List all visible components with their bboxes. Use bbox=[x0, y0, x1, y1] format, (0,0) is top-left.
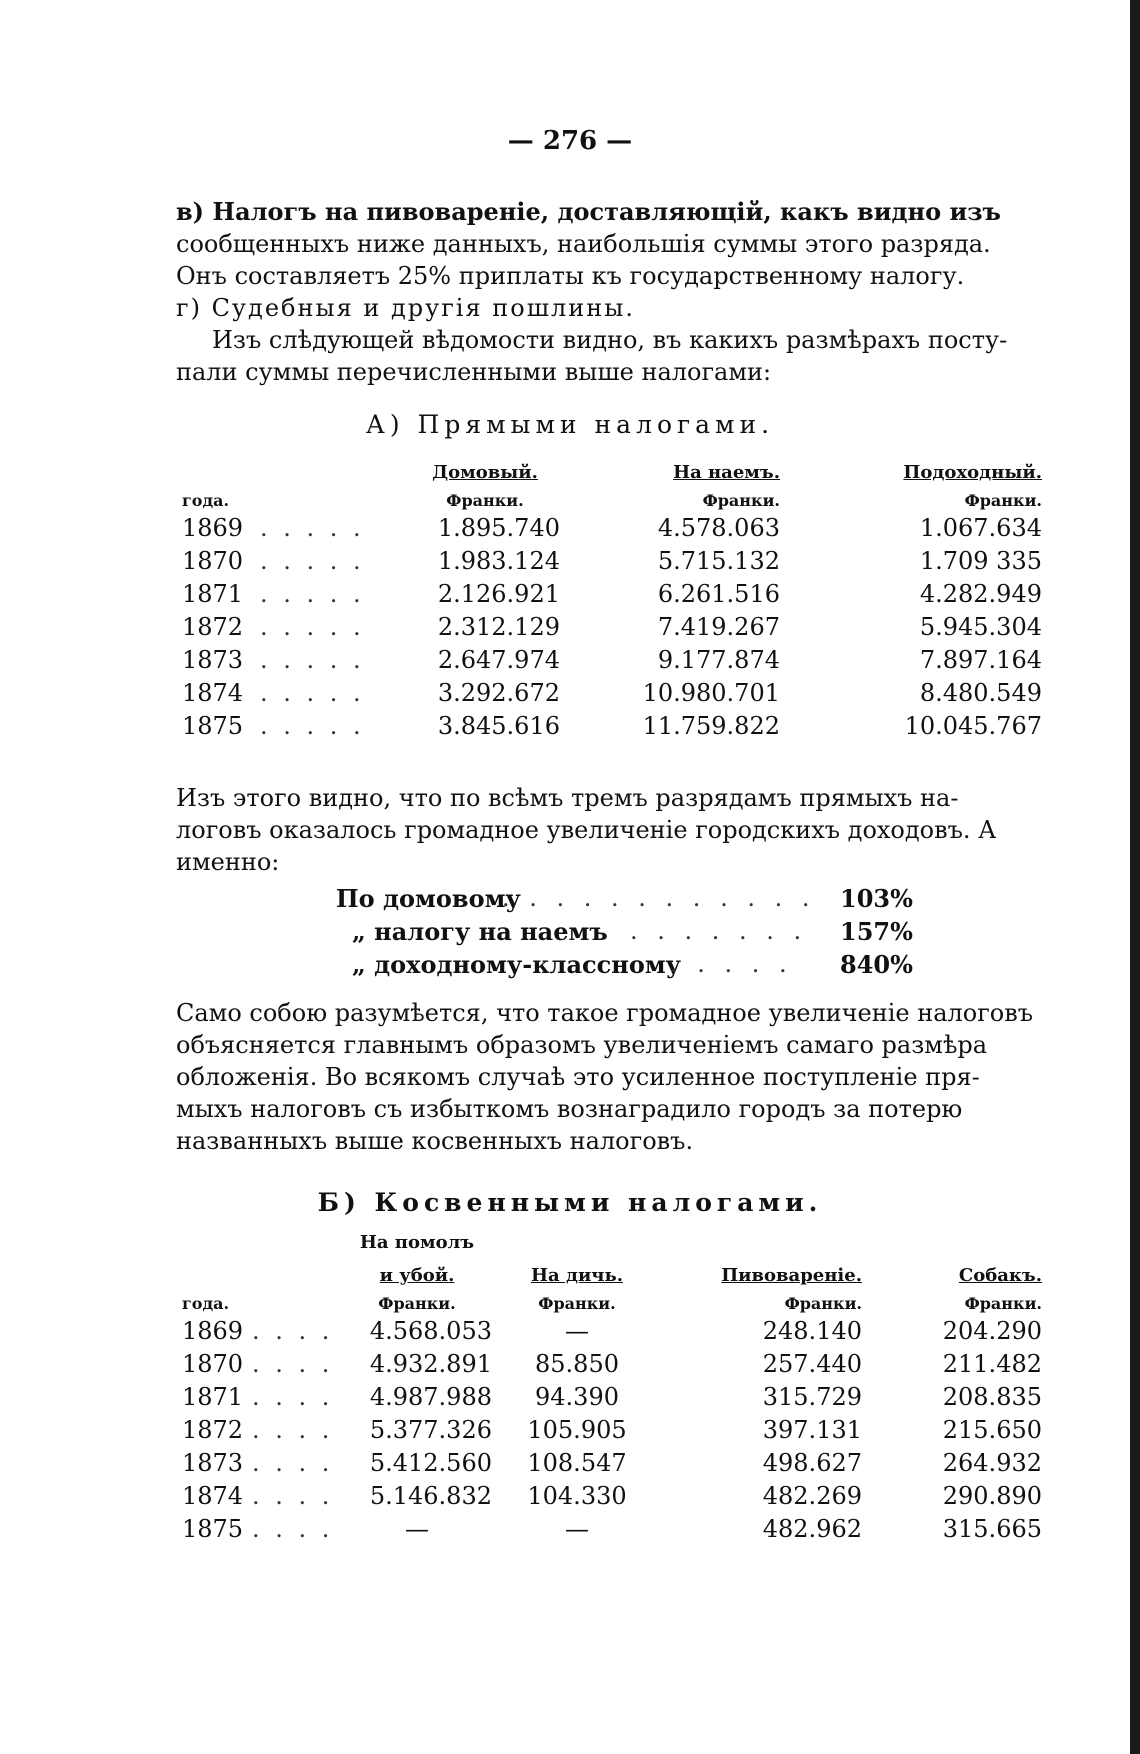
explanation-line: объясняется главнымъ образомъ увеличеніемъ самаго размѣра bbox=[176, 1031, 988, 1059]
value-cell: 3.845.616 bbox=[437, 711, 560, 740]
value-cell: — bbox=[565, 1514, 589, 1543]
table-row bbox=[182, 511, 1042, 544]
value-cell: 1.067.634 bbox=[919, 513, 1042, 542]
table-row bbox=[182, 577, 1042, 610]
value-cell: 397.131 bbox=[762, 1415, 862, 1444]
value-cell: 7.419.267 bbox=[657, 612, 780, 641]
value-cell: 6.261.516 bbox=[657, 579, 780, 608]
list-item bbox=[330, 915, 1070, 948]
value-cell: 5.715.132 bbox=[657, 546, 780, 575]
table-row bbox=[182, 1446, 1042, 1479]
intro-line: г) Судебныя и другія пошлины. bbox=[176, 294, 635, 322]
value-cell: 5.146.832 bbox=[369, 1481, 492, 1510]
year-column-header: года. bbox=[182, 1293, 230, 1313]
leader-dots: . . . . bbox=[252, 1481, 334, 1510]
year-cell: 1872 bbox=[182, 1415, 244, 1444]
value-cell: 248.140 bbox=[762, 1316, 862, 1345]
table-row bbox=[182, 709, 1042, 742]
unit-label: Франки. bbox=[446, 490, 524, 510]
page-edge bbox=[1130, 0, 1140, 1754]
year-cell: 1872 bbox=[182, 612, 244, 641]
column-header: Собакъ. bbox=[958, 1265, 1042, 1286]
value-cell: 498.627 bbox=[762, 1448, 862, 1477]
column-header: и убой. bbox=[379, 1265, 455, 1286]
unit-label: Франки. bbox=[538, 1293, 616, 1313]
percentage-label: По домовому bbox=[336, 884, 521, 913]
year-cell: 1874 bbox=[182, 678, 244, 707]
leader-dots: . . . . . bbox=[260, 678, 365, 707]
intro-line: в) Налогъ на пивовареніе, доставляющій, какъ видно изъ bbox=[176, 197, 1001, 226]
percentage-value: 840% bbox=[840, 950, 913, 979]
value-cell: 7.897.164 bbox=[919, 645, 1042, 674]
value-cell: 105.905 bbox=[527, 1415, 627, 1444]
leader-dots: . . . . bbox=[252, 1514, 334, 1543]
value-cell: 104.330 bbox=[527, 1481, 627, 1510]
list-item bbox=[330, 948, 1070, 981]
leader-dots: . . . . . bbox=[260, 711, 365, 740]
value-cell: 2.126.921 bbox=[437, 579, 560, 608]
leader-dots: . . . . bbox=[252, 1316, 334, 1345]
percentage-value: 157% bbox=[840, 917, 913, 946]
value-cell: — bbox=[565, 1316, 589, 1345]
value-cell: 264.932 bbox=[942, 1448, 1042, 1477]
value-cell: 108.547 bbox=[527, 1448, 627, 1477]
table-row bbox=[182, 1380, 1042, 1413]
value-cell: 1.709 335 bbox=[919, 546, 1042, 575]
table-row bbox=[182, 676, 1042, 709]
intro-line: пали суммы перечисленными выше налогами: bbox=[176, 358, 772, 386]
value-cell: 85.850 bbox=[535, 1349, 619, 1378]
leader-dots: . . . . . bbox=[260, 645, 365, 674]
explanation-line: мыхъ налоговъ съ избыткомъ вознаградило городъ за потерю bbox=[176, 1095, 963, 1123]
year-column-header: года. bbox=[182, 490, 230, 510]
value-cell: 290.890 bbox=[942, 1481, 1042, 1510]
value-cell: 4.578.063 bbox=[657, 513, 780, 542]
column-header: На дичь. bbox=[531, 1265, 623, 1286]
value-cell: 94.390 bbox=[535, 1382, 619, 1411]
column-header: На наемъ. bbox=[673, 462, 780, 483]
section-b-heading: Б) Косвенными налогами. bbox=[317, 1188, 823, 1217]
explanation-paragraph bbox=[176, 997, 1054, 1157]
year-cell: 1873 bbox=[182, 645, 244, 674]
value-cell: 8.480.549 bbox=[919, 678, 1042, 707]
value-cell: — bbox=[405, 1514, 429, 1543]
year-cell: 1873 bbox=[182, 1448, 244, 1477]
value-cell: 482.962 bbox=[762, 1514, 862, 1543]
value-cell: 315.729 bbox=[762, 1382, 862, 1411]
value-cell: 4.987.988 bbox=[369, 1382, 492, 1411]
column-header-line: На помолъ bbox=[359, 1232, 475, 1253]
value-cell: 9.177.874 bbox=[657, 645, 780, 674]
list-item bbox=[330, 882, 1070, 915]
unit-label: Франки. bbox=[784, 1293, 862, 1313]
explanation-line: названныхъ выше косвенныхъ налоговъ. bbox=[176, 1127, 694, 1155]
year-cell: 1875 bbox=[182, 1514, 244, 1543]
table-row bbox=[182, 1479, 1042, 1512]
value-cell: 257.440 bbox=[762, 1349, 862, 1378]
year-cell: 1871 bbox=[182, 579, 244, 608]
percentage-list bbox=[330, 882, 1070, 981]
leader-dots: . . . . . . . bbox=[630, 917, 808, 945]
year-cell: 1870 bbox=[182, 1349, 244, 1378]
value-cell: 4.282.949 bbox=[919, 579, 1042, 608]
value-cell: 11.759.822 bbox=[642, 711, 780, 740]
table-row bbox=[182, 1347, 1042, 1380]
value-cell: 315.665 bbox=[942, 1514, 1042, 1543]
leader-dots: . . . . . bbox=[260, 579, 365, 608]
value-cell: 10.980.701 bbox=[642, 678, 780, 707]
value-cell: 1.895.740 bbox=[437, 513, 560, 542]
year-cell: 1875 bbox=[182, 711, 244, 740]
table-row bbox=[182, 1512, 1042, 1545]
table-row bbox=[182, 544, 1042, 577]
unit-label: Франки. bbox=[964, 1293, 1042, 1313]
value-cell: 482.269 bbox=[762, 1481, 862, 1510]
year-cell: 1869 bbox=[182, 513, 244, 542]
conclusion-line: логовъ оказалось громадное увеличеніе городскихъ доходовъ. А bbox=[176, 816, 997, 844]
leader-dots: . . . . . bbox=[260, 513, 365, 542]
table-row bbox=[182, 1314, 1042, 1347]
value-cell: 2.647.974 bbox=[437, 645, 560, 674]
value-cell: 215.650 bbox=[942, 1415, 1042, 1444]
leader-dots: . . . . bbox=[252, 1349, 334, 1378]
section-a-heading: А) Прямыми налогами. bbox=[365, 410, 775, 439]
unit-label: Франки. bbox=[378, 1293, 456, 1313]
column-header: Домовый. bbox=[432, 462, 538, 483]
column-header: Пивовареніе. bbox=[721, 1265, 862, 1286]
table-row bbox=[182, 643, 1042, 676]
unit-label: Франки. bbox=[702, 490, 780, 510]
year-cell: 1871 bbox=[182, 1382, 244, 1411]
page-number: — 276 — bbox=[507, 126, 633, 156]
intro-line: Онъ составляетъ 25% приплаты къ государственному налогу. bbox=[176, 262, 965, 290]
indirect-taxes-table bbox=[182, 1226, 1042, 1545]
percentage-label: „ доходному-классному bbox=[352, 950, 682, 979]
percentage-value: 103% bbox=[840, 884, 913, 913]
explanation-line: Само собою разумѣется, что такое громадное увеличеніе налоговъ bbox=[176, 999, 1034, 1027]
year-cell: 1869 bbox=[182, 1316, 244, 1345]
column-header: Подоходный. bbox=[903, 462, 1042, 483]
table-row bbox=[182, 1413, 1042, 1446]
value-cell: 208.835 bbox=[942, 1382, 1042, 1411]
value-cell: 10.045.767 bbox=[904, 711, 1042, 740]
leader-dots: . . . . bbox=[252, 1382, 334, 1411]
year-cell: 1870 bbox=[182, 546, 244, 575]
explanation-line: обложенія. Во всякомъ случаѣ это усиленное поступленіе пря- bbox=[176, 1063, 980, 1091]
value-cell: 4.568.053 bbox=[369, 1316, 492, 1345]
table-row bbox=[182, 610, 1042, 643]
intro-paragraph bbox=[176, 196, 1054, 388]
value-cell: 2.312.129 bbox=[437, 612, 560, 641]
leader-dots: . . . . . . . . . . . . bbox=[502, 884, 816, 912]
value-cell: 5.945.304 bbox=[919, 612, 1042, 641]
conclusion-paragraph bbox=[176, 782, 1054, 878]
conclusion-line: Изъ этого видно, что по всѣмъ тремъ разрядамъ прямыхъ на- bbox=[176, 784, 959, 812]
leader-dots: . . . . . bbox=[260, 612, 365, 641]
value-cell: 3.292.672 bbox=[437, 678, 560, 707]
value-cell: 5.377.326 bbox=[369, 1415, 492, 1444]
leader-dots: . . . . . bbox=[670, 950, 793, 978]
leader-dots: . . . . . bbox=[260, 546, 365, 575]
conclusion-line: именно: bbox=[176, 848, 280, 876]
value-cell: 211.482 bbox=[942, 1349, 1042, 1378]
value-cell: 5.412.560 bbox=[369, 1448, 492, 1477]
percentage-label: „ налогу на наемъ bbox=[352, 917, 608, 946]
value-cell: 204.290 bbox=[942, 1316, 1042, 1345]
direct-taxes-table bbox=[182, 456, 1042, 742]
year-cell: 1874 bbox=[182, 1481, 244, 1510]
leader-dots: . . . . bbox=[252, 1415, 334, 1444]
value-cell: 4.932.891 bbox=[369, 1349, 492, 1378]
intro-line: сообщенныхъ ниже данныхъ, наибольшія суммы этого разряда. bbox=[176, 230, 991, 258]
unit-label: Франки. bbox=[964, 490, 1042, 510]
intro-line: Изъ слѣдующей вѣдомости видно, въ какихъ размѣрахъ посту- bbox=[212, 326, 1008, 354]
value-cell: 1.983.124 bbox=[437, 546, 560, 575]
leader-dots: . . . . bbox=[252, 1448, 334, 1477]
